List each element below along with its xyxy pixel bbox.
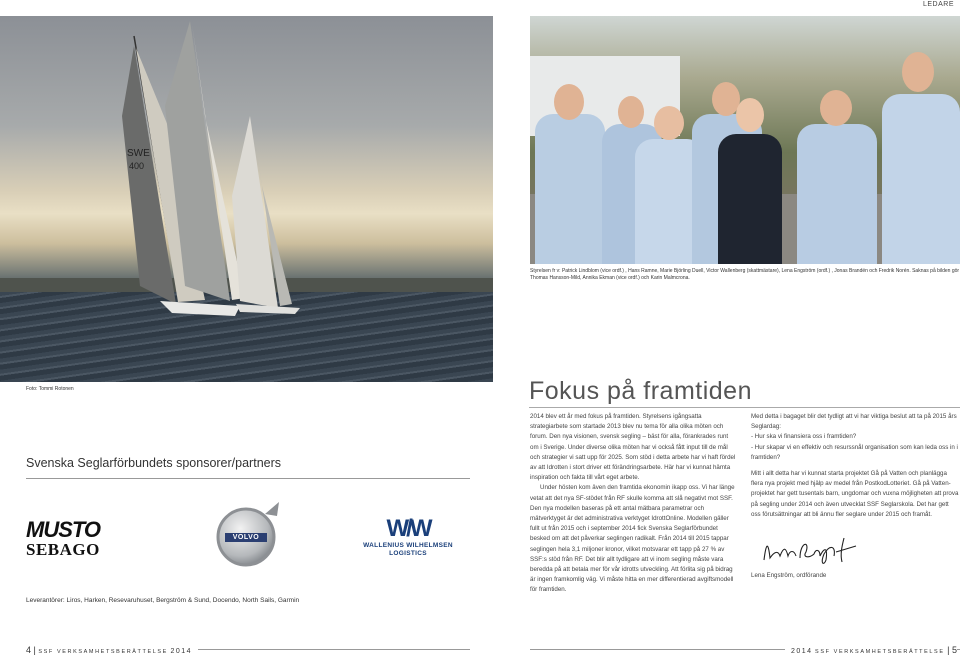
article-column-2 xyxy=(751,412,960,520)
footer-right xyxy=(785,645,957,655)
wallenius-wilhelmsen-logo xyxy=(356,516,460,562)
sponsors-divider xyxy=(26,478,470,479)
bullet-item: - Hur skapar vi en effektiv och resurssnål organisation som kan leda oss in i framtiden? xyxy=(751,443,958,461)
bullet-item: - Hur ska vi finansiera oss i framtiden? xyxy=(751,433,857,441)
person xyxy=(878,44,960,264)
person xyxy=(710,84,790,264)
wallenius-name: WALLENIUS WILHELMSEN xyxy=(363,542,453,549)
sails-drawing xyxy=(0,16,493,382)
volvo-logo xyxy=(213,500,283,570)
paragraph: Under hösten kom även den framtida ekonomin ikapp oss. Vi har länge vetat att det nya SF-stödet från RF skulle komma att slå negativt mot SSF. Den nya modellen baseras på ett antal mätbara parametrar och mätverktyget är det administrativa verktyget IdrottOnline. Modellen gäller fullt ut från 2015 och i september 2014 fick Svenska Seglarförbundet besked om att det påverkar seglingen radikalt. Från 2014 till 2015 tappar seglingen hela 3,1 miljoner kronor, vilket motsvarar ett tapp på 27 % av SSF:s stöd från RF. Det blir allt tydligare att vi inom segling måste vara beredda på att betala mer för vår idrotts utveckling. Att förlita sig på bidrag är ingen framkomlig väg. Vi måste hitta en mer differentierad avgiftsmodell för framtiden. xyxy=(530,484,735,594)
sebago-wordmark: SEBAGO xyxy=(26,540,100,559)
wallenius-subname: LOGISTICS xyxy=(389,550,427,557)
signer-name: Lena Engström, ordförande xyxy=(751,572,827,579)
heading-divider xyxy=(529,407,960,408)
musto-wordmark: MUSTO xyxy=(26,517,101,542)
photo-credit: Foto: Tommi Rotonen xyxy=(26,386,74,392)
publication-year: 2014 xyxy=(170,648,193,655)
board-photo-caption: Styrelsen fr v: Patrick Lindblom (vice ordf.) , Hans Ramne, Marie Björling Duell, Victor Wallenberg (skattmästare), Lena Engström (ordf.) , Jonas Brandén och Fredrik Norén. Saknas på bilden gör Thomas Hansson-Mild, Annika Ekman (vice ordf.) och Karin Malmcrona. xyxy=(530,268,960,281)
paragraph: Med detta i bagaget blir det tydligt att vi har viktiga beslut att ta på 2015 års Seglardag: xyxy=(751,413,957,431)
section-label: LEDARE xyxy=(917,0,960,10)
sailboats-photo xyxy=(0,16,493,382)
suppliers-text: Leverantörer: Liros, Harken, Resevaruhuset, Bergström & Sund, Docendo, North Sails, Garmin xyxy=(26,597,300,604)
wallenius-mark: W/W xyxy=(386,515,430,542)
person xyxy=(530,74,610,264)
volvo-wordmark: VOLVO xyxy=(232,534,260,541)
page-number: 4 xyxy=(26,645,32,655)
publication-name: SSF VERKSAMHETSBERÄTTELSE xyxy=(815,649,945,655)
footer-separator: | xyxy=(33,645,36,655)
footer-separator: | xyxy=(947,645,950,655)
svg-text:400: 400 xyxy=(129,161,145,171)
board-photo xyxy=(530,16,960,264)
article-column-1 xyxy=(530,412,738,596)
footer-left xyxy=(26,645,198,655)
musto-sebago-logo xyxy=(26,517,118,562)
publication-year: 2014 xyxy=(790,648,813,655)
paragraph: 2014 blev ett år med fokus på framtiden. Styrelsens igångsatta strategiarbete som startade 2013 blev nu tema för alla olika möten och forum. Den nya visionen, svensk segling – bäst för alla, förankrades runt om i Sverige. Under diverse olika möten har vi också fått input till de mål och strategier vi satt upp för 2025. Som stöd i detta arbete har vi haft fördel av att Idrotten i stort driver ett förändringsarbete. Här har vi kunnat hämta inspiration och fakta till vårt eget arbete. xyxy=(530,413,736,482)
svg-text:SWE: SWE xyxy=(127,148,150,159)
publication-name: SSF VERKSAMHETSBERÄTTELSE xyxy=(38,649,168,655)
person xyxy=(792,74,882,264)
sponsors-title: Svenska Seglarförbundets sponsorer/partners xyxy=(26,456,282,470)
page-heading: Fokus på framtiden xyxy=(529,377,752,405)
paragraph: Mitt i allt detta har vi kunnat starta projektet Gå på Vatten och planläggа flera nya projekt med hjälp av medel från PostkodLotteriet. Gå på Vatten-projektet har gett tusentals barn, ungdomar och vuxna möjligheten att prova på segling under 2014 och även utvecklat SSF Seglarskola. Det har gett oss förutsättningar att bli ännu fler seglare under 2015 och framåt. xyxy=(751,470,959,518)
signature-image xyxy=(760,532,860,568)
page-number: 5 xyxy=(951,645,957,655)
